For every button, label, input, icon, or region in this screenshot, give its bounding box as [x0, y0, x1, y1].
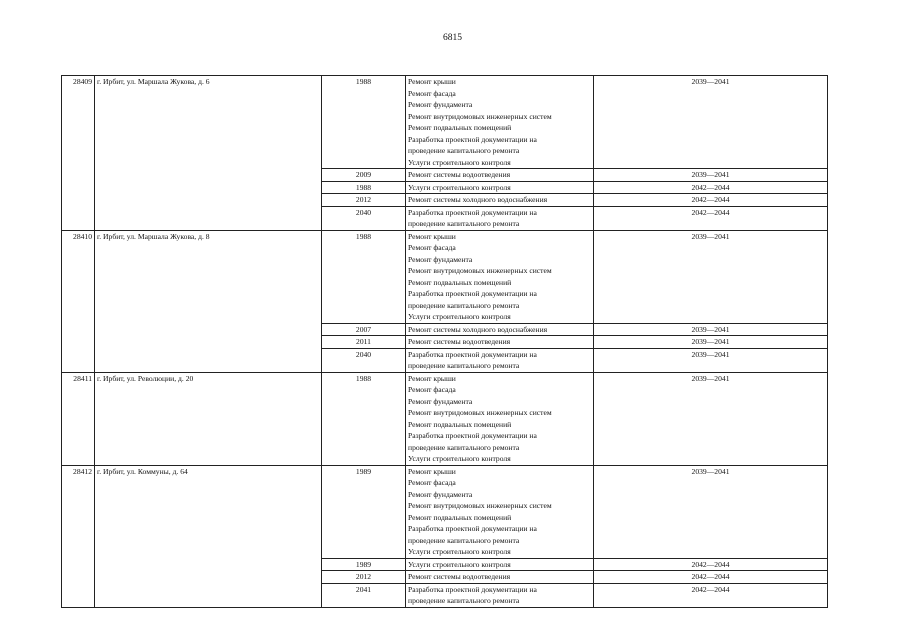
work-list: [406, 348, 594, 372]
work-item: Ремонт системы водоотведения: [408, 337, 511, 346]
work-item: Услуги строительного контроля: [408, 157, 511, 167]
building-id: 28409: [62, 76, 95, 231]
page-number: 6815: [443, 33, 462, 43]
work-item: Ремонт фундамента: [408, 396, 473, 406]
work-item: Разработка проектной документации на: [408, 349, 537, 359]
work-item: Ремонт фасада: [408, 385, 456, 394]
construction-year: 2040: [322, 348, 406, 372]
work-list: [406, 372, 594, 465]
building-id: 28411: [62, 372, 95, 465]
repair-period: 2042—2044: [594, 583, 828, 607]
work-item: Ремонт крыши: [408, 466, 456, 476]
work-list: [406, 571, 594, 584]
work-item: Разработка проектной документации на: [408, 584, 537, 594]
repair-period: 2039—2041: [594, 323, 828, 336]
work-item: Ремонт системы холодного водоснабжения: [408, 195, 548, 204]
work-list: [406, 76, 594, 169]
building-id: 28412: [62, 465, 95, 607]
work-item: Ремонт подвальных помещений: [408, 123, 512, 132]
work-item: Разработка проектной документации на: [408, 134, 537, 144]
work-item: Ремонт внутридомовых инженерных систем: [408, 111, 552, 121]
work-item: Разработка проектной документации на: [408, 431, 537, 440]
work-item: Ремонт крыши: [408, 373, 456, 383]
construction-year: 1989: [322, 465, 406, 558]
construction-year: 1988: [322, 76, 406, 169]
work-item: Услуги строительного контроля: [408, 454, 511, 463]
work-item: Услуги строительного контроля: [408, 182, 511, 192]
construction-year: 1988: [322, 181, 406, 194]
construction-year: 2011: [322, 336, 406, 349]
work-list: [406, 230, 594, 323]
construction-year: 2012: [322, 194, 406, 207]
building-address: г. Ирбит, ул. Маршала Жукова, д. 6: [95, 76, 322, 231]
construction-year: 2040: [322, 206, 406, 230]
work-list: [406, 583, 594, 607]
work-item: Ремонт подвальных помещений: [408, 277, 512, 287]
work-item: Ремонт внутридомовых инженерных систем: [408, 408, 552, 417]
building-id: 28410: [62, 230, 95, 372]
work-item: Ремонт внутридомовых инженерных систем: [408, 266, 552, 275]
building-address: г. Ирбит, ул. Революции, д. 20: [95, 372, 322, 465]
work-item: проведение капитального ремонта: [408, 361, 520, 370]
work-item: проведение капитального ремонта: [408, 535, 520, 545]
work-item: Ремонт крыши: [408, 231, 456, 241]
work-item: Разработка проектной документации на: [408, 524, 537, 533]
work-item: проведение капитального ремонта: [408, 146, 520, 155]
repair-period: 2039—2041: [594, 336, 828, 349]
work-item: Ремонт системы холодного водоснабжения: [408, 324, 548, 334]
work-item: проведение капитального ремонта: [408, 596, 520, 605]
repair-period: 2039—2041: [594, 76, 828, 169]
table-body: [62, 76, 828, 608]
construction-year: 2009: [322, 169, 406, 182]
work-item: Ремонт системы водоотведения: [408, 572, 511, 581]
construction-year: 2041: [322, 583, 406, 607]
work-item: Ремонт фундамента: [408, 489, 473, 499]
construction-year: 1988: [322, 372, 406, 465]
work-list: [406, 558, 594, 571]
work-list: [406, 169, 594, 182]
work-item: Ремонт фундамента: [408, 254, 473, 264]
repair-period: 2042—2044: [594, 571, 828, 584]
work-item: Ремонт фасада: [408, 88, 456, 98]
work-item: Ремонт подвальных помещений: [408, 419, 512, 429]
work-item: проведение капитального ремонта: [408, 300, 520, 310]
repair-period: 2039—2041: [594, 465, 828, 558]
repair-period: 2039—2041: [594, 230, 828, 323]
table-row: [62, 76, 828, 169]
work-list: [406, 323, 594, 336]
repair-period: 2042—2044: [594, 194, 828, 207]
work-list: [406, 181, 594, 194]
construction-year: 1989: [322, 558, 406, 571]
construction-year: 2007: [322, 323, 406, 336]
work-item: проведение капитального ремонта: [408, 219, 520, 228]
table-row: [62, 465, 828, 558]
repair-period: 2042—2044: [594, 206, 828, 230]
work-item: Ремонт фундамента: [408, 100, 473, 109]
work-list: [406, 336, 594, 349]
work-list: [406, 194, 594, 207]
work-item: Услуги строительного контроля: [408, 547, 511, 556]
repair-schedule-table: [61, 75, 828, 608]
work-item: проведение капитального ремонта: [408, 442, 520, 452]
repair-period: 2039—2041: [594, 372, 828, 465]
table-row: [62, 230, 828, 323]
table-row: [62, 372, 828, 465]
work-item: Ремонт крыши: [408, 77, 456, 86]
building-address: г. Ирбит, ул. Коммуны, д. 64: [95, 465, 322, 607]
work-list: [406, 465, 594, 558]
work-item: Ремонт подвальных помещений: [408, 512, 512, 522]
work-item: Разработка проектной документации на: [408, 207, 537, 217]
repair-period: 2039—2041: [594, 348, 828, 372]
construction-year: 2012: [322, 571, 406, 584]
work-item: Ремонт фасада: [408, 478, 456, 487]
work-item: Услуги строительного контроля: [408, 312, 511, 321]
repair-period: 2042—2044: [594, 181, 828, 194]
work-item: Ремонт внутридомовых инженерных систем: [408, 501, 552, 510]
work-item: Разработка проектной документации на: [408, 289, 537, 298]
building-address: г. Ирбит, ул. Маршала Жукова, д. 8: [95, 230, 322, 372]
repair-period: 2039—2041: [594, 169, 828, 182]
construction-year: 1988: [322, 230, 406, 323]
work-item: Ремонт системы водоотведения: [408, 170, 511, 179]
work-item: Ремонт фасада: [408, 243, 456, 252]
work-item: Услуги строительного контроля: [408, 559, 511, 569]
repair-period: 2042—2044: [594, 558, 828, 571]
work-list: [406, 206, 594, 230]
